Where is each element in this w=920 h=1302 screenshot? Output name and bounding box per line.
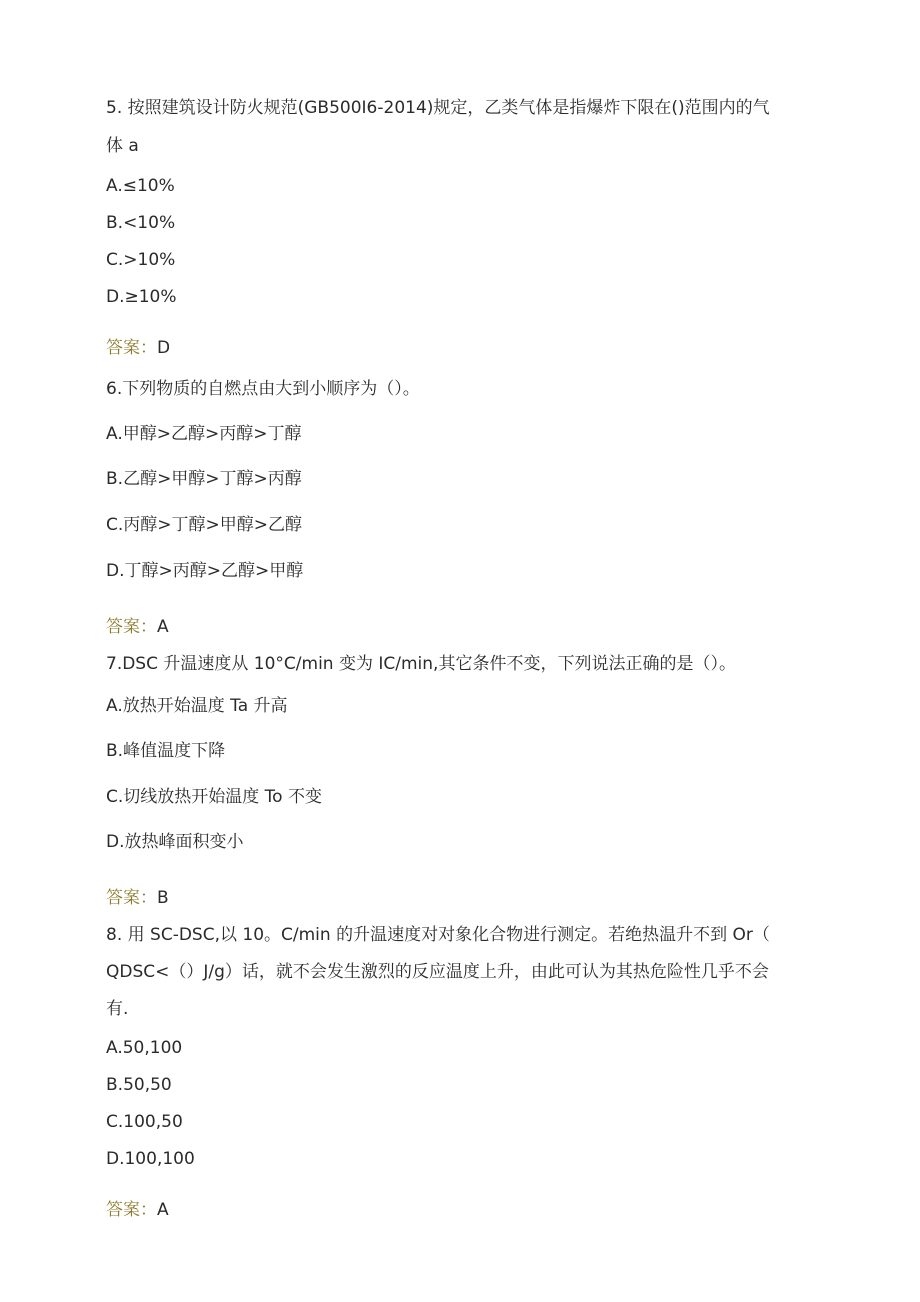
q8-stem-line-1: 8. 用 SC-DSC,以 10。C/min 的升温速度对对象化合物进行测定。若绝热温升不到 Or（ <box>106 925 770 945</box>
q7-option-d: D.放热峰面积变小 <box>106 832 244 852</box>
q6-option-c: C.丙醇>丁醇>甲醇>乙醇 <box>106 515 303 535</box>
answer-label: 答案： <box>106 617 157 637</box>
q7-stem-line-1: 7.DSC 升温速度从 10°C/min 变为 IC/min,其它条件不变，下列说法正确的是（）。 <box>106 654 736 674</box>
q5-option-c: C.>10% <box>106 250 176 270</box>
q7-option-c: C.切线放热开始温度 To 不变 <box>106 787 322 807</box>
q7-option-a: A.放热开始温度 Ta 升高 <box>106 696 288 716</box>
answer-label: 答案： <box>106 338 157 358</box>
q5-answer <box>106 337 170 359</box>
answer-value: B <box>157 888 169 908</box>
answer-value: A <box>157 617 169 637</box>
q6-option-d: D.丁醇>丙醇>乙醇>甲醇 <box>106 561 304 581</box>
answer-value: A <box>157 1200 169 1220</box>
q6-option-b: B.乙醇>甲醇>丁醇>丙醇 <box>106 469 302 489</box>
q8-option-a: A.50,100 <box>106 1038 183 1058</box>
q8-option-d: D.100,100 <box>106 1149 195 1169</box>
q8-option-b: B.50,50 <box>106 1075 172 1095</box>
answer-label: 答案： <box>106 1200 157 1220</box>
q5-stem-line-1: 5. 按照建筑设计防火规范(GB500I6-2014)规定，乙类气体是指爆炸下限在()范围内的气 <box>106 98 770 118</box>
q5-option-b: B.<10% <box>106 213 176 233</box>
q8-stem-line-3: 有. <box>106 999 129 1019</box>
q7-option-b: B.峰值温度下降 <box>106 741 226 761</box>
q7-answer <box>106 887 169 909</box>
answer-value: D <box>157 338 171 358</box>
q8-stem-line-2: QDSC<（）J/g）话，就不会发生激烈的反应温度上升，由此可认为其热危险性几乎不会 <box>106 962 769 982</box>
q8-option-c: C.100,50 <box>106 1112 183 1132</box>
q5-option-a: A.≤10% <box>106 176 175 196</box>
q6-answer <box>106 616 169 638</box>
q8-answer <box>106 1199 169 1221</box>
answer-label: 答案： <box>106 888 157 908</box>
q6-stem-line-1: 6.下列物质的自燃点由大到小顺序为（）。 <box>106 379 420 399</box>
q6-option-a: A.甲醇>乙醇>丙醇>丁醇 <box>106 424 302 444</box>
q5-option-d: D.≥10% <box>106 287 177 307</box>
q5-stem-line-2: 体 a <box>106 136 139 156</box>
